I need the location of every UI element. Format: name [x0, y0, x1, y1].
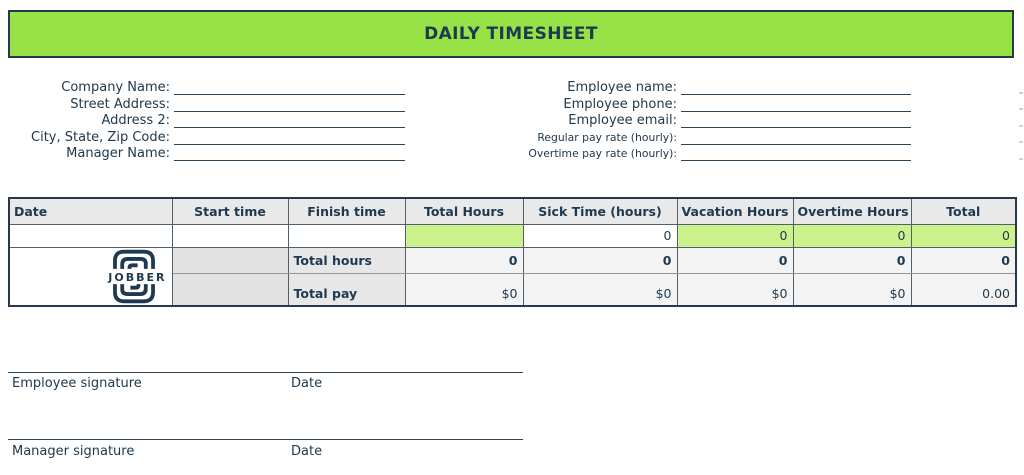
entry-sick-time-cell[interactable]: 0 — [523, 224, 677, 247]
employee-email-label: Employee email: — [568, 113, 677, 129]
jobber-logo-bottom-icon — [105, 284, 163, 305]
total-pay-label: Total pay — [288, 273, 405, 306]
total-hours-value-sick[interactable]: 0 — [523, 247, 677, 273]
company-name-label: Company Name: — [61, 80, 170, 96]
entry-total-hours-cell[interactable] — [405, 224, 523, 247]
employee-signature-label: Employee signature — [12, 376, 142, 391]
total-hours-value-hours[interactable]: 0 — [405, 247, 523, 273]
employee-name-row — [505, 79, 911, 95]
page-edge-mark — [1019, 158, 1023, 160]
entry-vacation-hours-cell[interactable]: 0 — [677, 224, 793, 247]
employee-signature-date-label: Date — [291, 376, 323, 391]
page-edge-mark — [1019, 125, 1023, 127]
col-header-overtime-hours: Overtime Hours — [793, 198, 911, 224]
total-pay-value-vacation[interactable]: $0 — [677, 273, 793, 306]
employee-name-field[interactable] — [681, 81, 911, 95]
col-header-finish-time: Finish time — [288, 198, 405, 224]
col-header-sick-time: Sick Time (hours) — [523, 198, 677, 224]
city-state-zip-field[interactable] — [174, 131, 405, 145]
manager-signature-label: Manager signature — [12, 444, 135, 459]
page-title: DAILY TIMESHEET — [424, 24, 598, 44]
col-header-total-hours: Total Hours — [405, 198, 523, 224]
entry-finish-time-cell[interactable] — [288, 224, 405, 247]
company-info-form — [8, 79, 405, 161]
employee-phone-row — [505, 95, 911, 111]
timesheet-table — [8, 197, 1017, 307]
total-pay-value-hours[interactable]: $0 — [405, 273, 523, 306]
overtime-pay-rate-field[interactable] — [681, 147, 911, 161]
page-edge-mark — [1019, 92, 1023, 94]
total-hours-value-vacation[interactable]: 0 — [677, 247, 793, 273]
entry-overtime-hours-cell[interactable]: 0 — [793, 224, 911, 247]
manager-name-field[interactable] — [174, 147, 405, 161]
employee-info-form — [505, 79, 911, 161]
company-name-row — [8, 79, 405, 95]
company-name-field[interactable] — [174, 81, 405, 95]
address2-field[interactable] — [174, 114, 405, 128]
entry-total-cell[interactable]: 0 — [911, 224, 1016, 247]
jobber-logo — [101, 248, 167, 305]
total-hours-row — [9, 247, 1016, 273]
total-hours-label: Total hours — [288, 247, 405, 273]
page-edge-mark — [1019, 141, 1023, 143]
street-address-row — [8, 95, 405, 111]
regular-pay-rate-field[interactable] — [681, 131, 911, 145]
address2-label: Address 2: — [101, 113, 170, 129]
col-header-date: Date — [9, 198, 172, 224]
regular-pay-rate-row — [505, 128, 911, 144]
total-hours-value-total[interactable]: 0 — [911, 247, 1016, 273]
city-state-zip-row — [8, 128, 405, 144]
overtime-pay-rate-row — [505, 145, 911, 161]
employee-email-row — [505, 112, 911, 128]
entry-start-time-cell[interactable] — [172, 224, 288, 247]
entry-row — [9, 224, 1016, 247]
total-pay-value-total[interactable]: 0.00 — [911, 273, 1016, 306]
logo-cell — [9, 247, 172, 306]
col-header-start-time: Start time — [172, 198, 288, 224]
employee-name-label: Employee name: — [567, 80, 677, 96]
regular-pay-rate-label: Regular pay rate (hourly): — [537, 130, 677, 144]
address2-row — [8, 112, 405, 128]
entry-date-cell[interactable] — [9, 224, 172, 247]
street-address-label: Street Address: — [70, 96, 170, 112]
employee-phone-label: Employee phone: — [563, 96, 677, 112]
manager-signature-date-label: Date — [291, 444, 323, 459]
total-pay-value-sick[interactable]: $0 — [523, 273, 677, 306]
employee-signature-line[interactable] — [8, 372, 523, 373]
page-edge-mark — [1019, 108, 1023, 110]
manager-name-row — [8, 145, 405, 161]
total-hours-value-overtime[interactable]: 0 — [793, 247, 911, 273]
employee-phone-field[interactable] — [681, 98, 911, 112]
manager-name-label: Manager Name: — [66, 145, 170, 161]
pay-start-time-cell[interactable] — [172, 273, 288, 306]
manager-signature-line[interactable] — [8, 439, 523, 440]
overtime-pay-rate-label: Overtime pay rate (hourly): — [528, 146, 677, 160]
header-row — [9, 198, 1016, 224]
employee-email-field[interactable] — [681, 114, 911, 128]
city-state-zip-label: City, State, Zip Code: — [31, 129, 170, 145]
totals-start-time-cell[interactable] — [172, 247, 288, 273]
jobber-logo-text: JOBBER — [108, 270, 167, 284]
jobber-logo-top-icon — [105, 248, 163, 269]
street-address-field[interactable] — [174, 98, 405, 112]
col-header-vacation-hours: Vacation Hours — [677, 198, 793, 224]
total-pay-value-overtime[interactable]: $0 — [793, 273, 911, 306]
title-banner — [8, 10, 1014, 58]
col-header-total: Total — [911, 198, 1016, 224]
